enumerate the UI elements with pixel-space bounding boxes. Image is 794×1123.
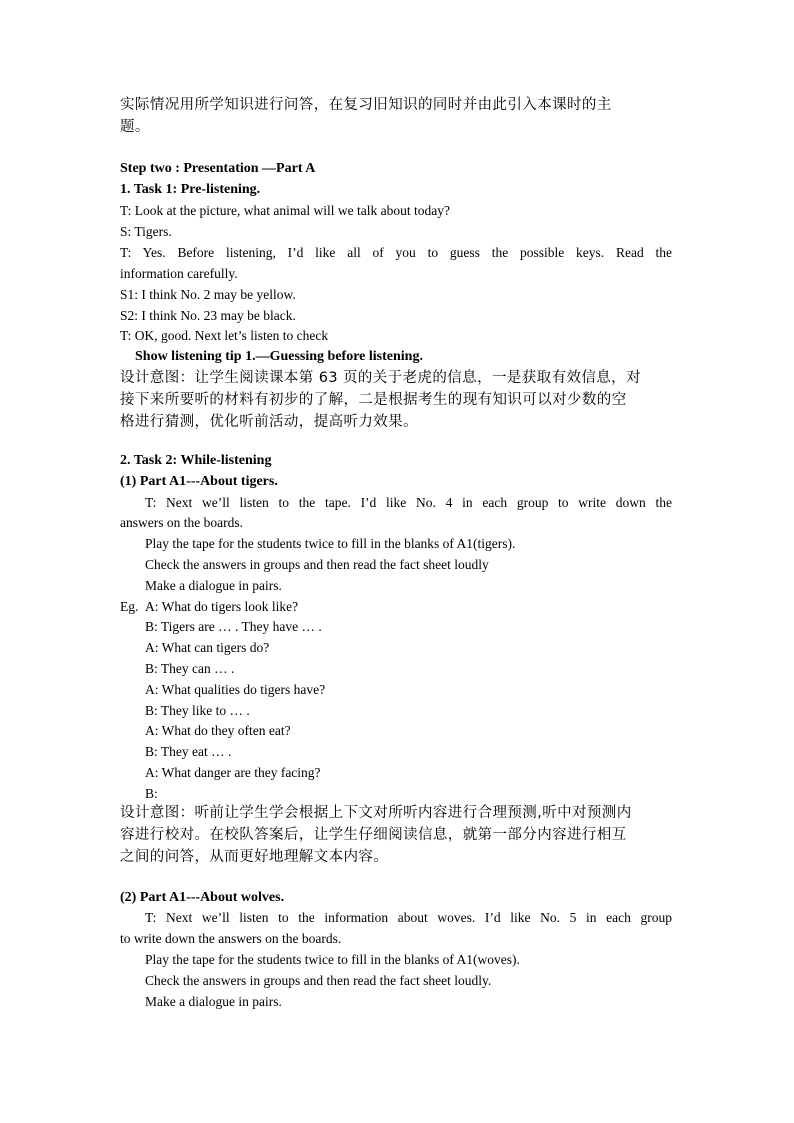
intro-line-2: 题。 (120, 119, 150, 135)
part2-line: Check the answers in groups and then read the fact sheet loudly. (145, 973, 492, 988)
task1-line: S2: I think No. 23 may be black. (120, 308, 296, 323)
step-two-heading: Step two : Presentation —Part A (120, 161, 316, 176)
dialogue-line: A: What can tigers do? (145, 640, 270, 655)
task2-heading: 2. Task 2: While-listening (120, 453, 272, 468)
design-note-line: 设计意图：听前让学生学会根据上下文对所听内容进行合理预测,听中对预测内 (120, 805, 632, 821)
dialogue-line: B: Tigers are … . They have … . (145, 619, 322, 634)
task1-line: T: Yes. Before listening, I’d like all of you to guess the possible keys. Read the (120, 245, 672, 260)
intro-line-1: 实际情况用所学知识进行问答，在复习旧知识的同时并由此引入本课时的主 (120, 97, 612, 113)
part1-line: Play the tape for the students twice to fill in the blanks of A1(tigers). (145, 536, 516, 551)
design-note-line: 容进行校对。在校队答案后，让学生仔细阅读信息，就第一部分内容进行相互 (120, 827, 627, 843)
task1-line: S: Tigers. (120, 224, 172, 239)
dialogue-line: A: What do they often eat? (145, 723, 291, 738)
task1-line: T: OK, good. Next let’s listen to check (120, 328, 329, 343)
task1-line: S1: I think No. 2 may be yellow. (120, 287, 296, 302)
part2-line: T: Next we’ll listen to the information about woves. I’d like No. 5 in each group (145, 910, 672, 925)
task1-line: T: Look at the picture, what animal will we talk about today? (120, 203, 450, 218)
dialogue-line: A: What qualities do tigers have? (145, 682, 326, 697)
part1-line: answers on the boards. (120, 515, 243, 530)
eg-label: Eg. (120, 599, 139, 614)
design-note-line: 设计意图：让学生阅读课本第 63 页的关于老虎的信息，一是获取有效信息，对 (120, 370, 641, 386)
task1-line: information carefully. (120, 266, 238, 281)
task1-heading: 1. Task 1: Pre-listening. (120, 182, 261, 197)
dialogue-line: B: They like to … . (145, 703, 250, 718)
dialogue-line: B: They can … . (145, 661, 235, 676)
part1-line: Make a dialogue in pairs. (145, 578, 282, 593)
dialogue-line: A: What do tigers look like? (145, 599, 299, 614)
part2-line: Make a dialogue in pairs. (145, 994, 282, 1009)
part2-heading: (2) Part A1---About wolves. (120, 890, 285, 905)
design-note-line: 格进行猜测，优化听前活动，提高听力效果。 (120, 414, 418, 430)
design-note-line: 接下来所要听的材料有初步的了解，二是根据考生的现有知识可以对少数的空 (120, 392, 627, 408)
dialogue-line: A: What danger are they facing? (145, 765, 321, 780)
dialogue-line: B: They eat … . (145, 744, 232, 759)
part2-line: to write down the answers on the boards. (120, 931, 342, 946)
part1-heading: (1) Part A1---About tigers. (120, 474, 278, 489)
part2-line: Play the tape for the students twice to fill in the blanks of A1(woves). (145, 952, 520, 967)
dialogue-line: B: (145, 786, 158, 801)
listening-tip: Show listening tip 1.—Guessing before listening. (135, 349, 423, 364)
design-note-line: 之间的问答，从而更好地理解文本内容。 (120, 849, 389, 865)
part1-line: Check the answers in groups and then read the fact sheet loudly (145, 557, 489, 572)
part1-line: T: Next we’ll listen to the tape. I’d like No. 4 in each group to write down the (145, 495, 672, 510)
